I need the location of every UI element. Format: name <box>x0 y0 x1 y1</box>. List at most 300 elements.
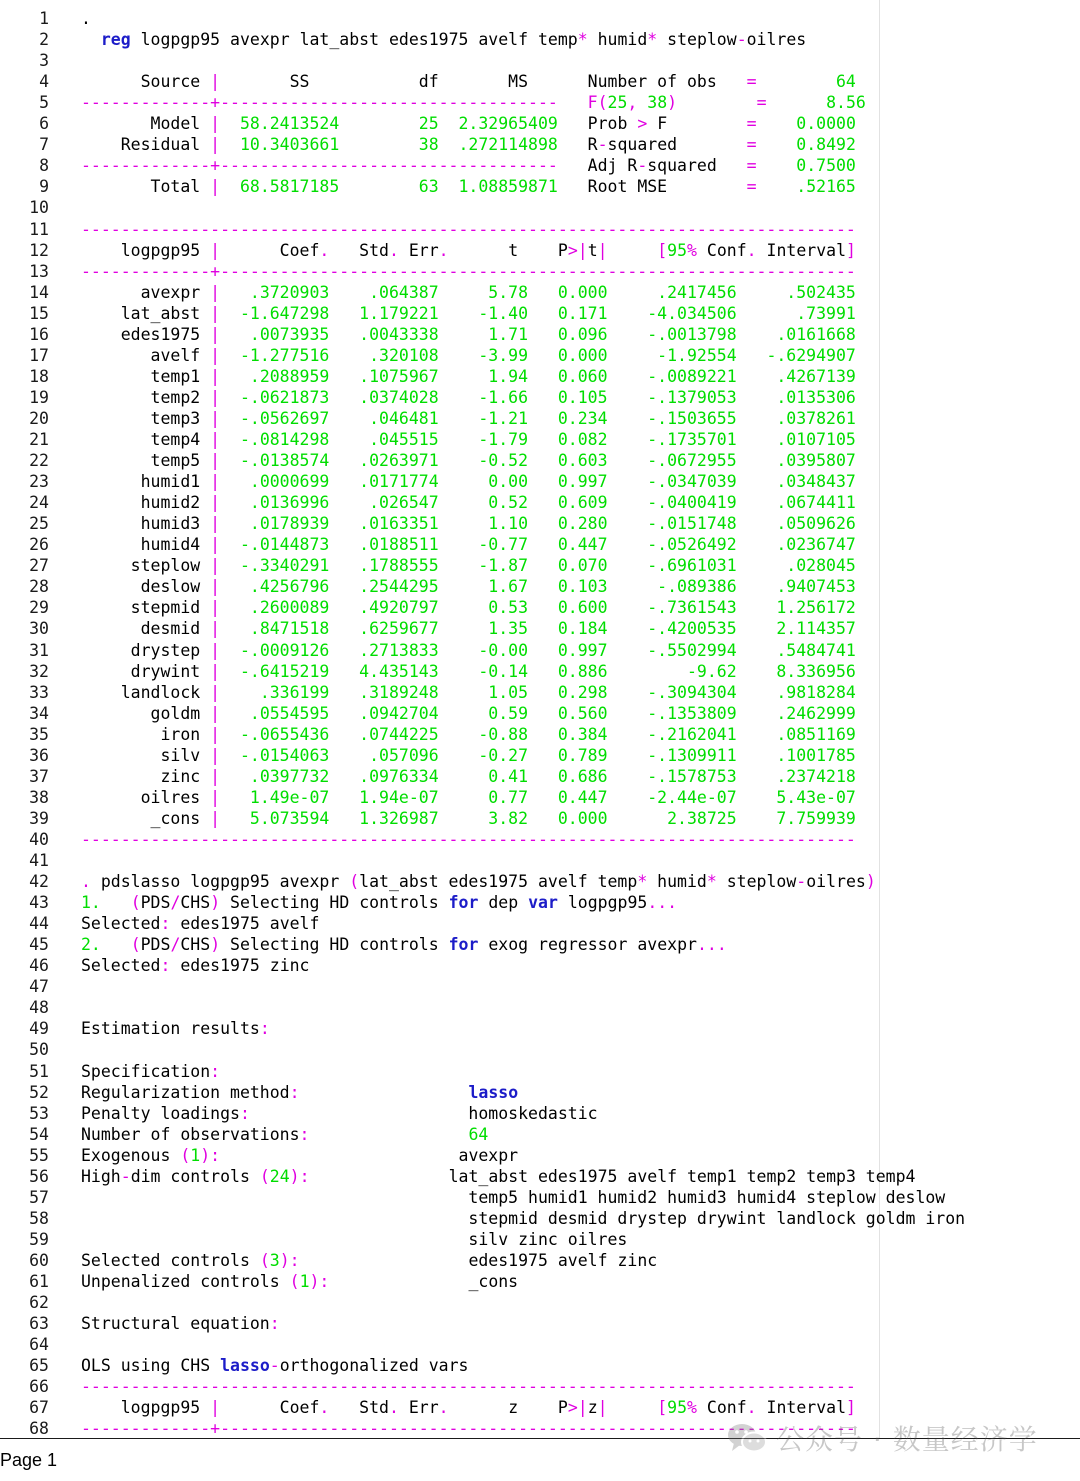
line-number: 4 <box>39 72 49 92</box>
code-token: Selected <box>81 914 161 934</box>
page-number-label: Page 1 <box>0 1450 58 1470</box>
code-token: = <box>746 177 757 197</box>
code-token: ( <box>130 935 141 955</box>
line-number: 49 <box>29 1019 49 1039</box>
code-token: | <box>210 619 221 639</box>
code-token: -.0009126 .2713833 -0.00 0.997 -.5502994 .5484741 <box>220 640 856 660</box>
line-number: 37 <box>29 766 49 786</box>
code-token: Interval <box>756 1398 846 1418</box>
code-token: | <box>597 1398 608 1418</box>
line-number: 26 <box>29 535 49 555</box>
code-token: : <box>289 1082 300 1102</box>
code-token: | <box>210 324 221 344</box>
code-token: temp3 <box>81 408 211 428</box>
code-token: Conf <box>696 1398 747 1418</box>
code-token: CHS <box>180 893 211 913</box>
code-token: ------------------------------------------------------------------------------ <box>81 829 856 849</box>
code-token <box>300 1083 469 1102</box>
code-token: humid <box>587 30 648 50</box>
code-token: -.3340291 .1788555 -1.87 0.070 -.6961031 .028045 <box>220 556 856 576</box>
code-token: PDS <box>140 935 171 955</box>
code-line <box>0 850 1080 871</box>
code-token: ) <box>210 935 221 955</box>
code-token: : <box>160 914 171 934</box>
code-token: .4256796 .2544295 1.67 0.103 -.089386 .9407453 <box>220 577 856 597</box>
code-token: 8.56 <box>766 93 866 113</box>
code-token: | <box>210 661 221 681</box>
code-line <box>0 618 1080 639</box>
code-text <box>81 324 856 345</box>
line-number: 8 <box>39 156 49 176</box>
code-token: lat_abst edes1975 avelf temp <box>359 872 638 892</box>
line-number: 66 <box>29 1377 49 1397</box>
code-text <box>81 1103 598 1124</box>
code-line <box>0 303 1080 324</box>
line-number: 36 <box>29 745 49 765</box>
code-token: . <box>438 240 449 260</box>
code-line <box>0 1082 1080 1103</box>
code-token: .2600089 .4920797 0.53 0.600 -.7361543 1.256172 <box>220 598 856 618</box>
line-number: 50 <box>29 1040 49 1060</box>
code-line <box>0 155 1080 176</box>
code-token: = <box>746 72 757 92</box>
line-number: 24 <box>29 493 49 513</box>
code-token: . <box>319 240 330 260</box>
code-text <box>81 787 856 808</box>
code-token: steplow <box>657 30 737 50</box>
code-token: -.0138574 .0263971 -0.52 0.603 -.0672955 .0395807 <box>220 451 856 471</box>
code-token: 1.49e-07 1.94e-07 0.77 0.447 -2.44e-07 5.43e-07 <box>220 787 856 807</box>
code-line <box>0 555 1080 576</box>
code-line <box>0 640 1080 661</box>
code-token: t <box>587 240 598 260</box>
code-token: = <box>746 135 757 155</box>
code-text <box>81 1313 280 1334</box>
code-text <box>81 1124 488 1145</box>
code-text <box>81 892 677 913</box>
line-number: 15 <box>29 303 49 323</box>
code-line <box>0 1229 1080 1250</box>
line-number: 43 <box>29 893 49 913</box>
code-token: logpgp95 <box>81 240 211 260</box>
code-line <box>0 724 1080 745</box>
code-token: .0073935 .0043338 1.71 0.096 -.0013798 .0161668 <box>220 324 856 344</box>
code-token: | <box>210 535 221 555</box>
code-line <box>0 913 1080 934</box>
code-token: Selected <box>81 956 161 976</box>
code-token: . <box>746 240 757 260</box>
code-token: | <box>210 240 221 260</box>
code-token: ( <box>289 1272 300 1291</box>
code-token: steplow <box>716 872 797 892</box>
code-token: | <box>210 514 221 534</box>
code-token: . <box>438 1398 449 1418</box>
code-text <box>81 1166 915 1187</box>
code-token: . <box>319 1398 330 1418</box>
code-token <box>81 30 101 49</box>
code-line <box>0 1271 1080 1292</box>
code-token: .2088959 .1075967 1.94 0.060 -.0089221 .4267139 <box>220 366 856 386</box>
code-line <box>0 387 1080 408</box>
code-token: | <box>210 493 221 513</box>
code-line <box>0 113 1080 134</box>
code-line <box>0 871 1080 892</box>
code-text <box>81 1145 518 1166</box>
code-line <box>0 1103 1080 1124</box>
code-token: | <box>210 787 221 807</box>
code-token: humid <box>647 872 707 892</box>
code-token: | <box>210 766 221 786</box>
line-number: 6 <box>39 114 49 134</box>
code-token: dep <box>478 893 529 913</box>
code-token: ( <box>180 1145 191 1165</box>
code-token: -------------+---------------------------------------------------------------- <box>81 1419 856 1439</box>
code-line <box>0 1018 1080 1039</box>
code-line <box>0 1355 1080 1376</box>
code-token: desmid <box>81 619 211 639</box>
code-token: humid3 <box>81 514 211 534</box>
code-line <box>0 450 1080 471</box>
code-token: temp2 <box>81 387 211 407</box>
code-token: oilres <box>81 787 211 807</box>
code-text <box>81 829 856 850</box>
code-token: Interval <box>756 240 846 260</box>
code-token: : <box>239 1103 250 1123</box>
code-token: lasso <box>220 1356 270 1376</box>
line-number: 10 <box>29 198 49 218</box>
code-token: ): <box>289 1166 310 1186</box>
line-number: 59 <box>29 1229 49 1249</box>
code-token: lasso <box>468 1082 519 1102</box>
code-token: Std <box>329 240 389 260</box>
code-token: | <box>210 556 221 576</box>
code-token: 95 <box>667 240 688 260</box>
code-token: | <box>210 387 221 407</box>
code-line <box>0 1397 1080 1418</box>
code-token: -------------+---------------------------------- <box>81 156 558 176</box>
code-token: stepmid <box>81 598 211 618</box>
code-text <box>81 618 856 639</box>
code-token: -.0655436 .0744225 -0.88 0.384 -.2162041 .0851169 <box>220 724 856 744</box>
code-token: exog regressor avexpr <box>478 935 697 955</box>
code-token: .0136996 .026547 0.52 0.609 -.0400419 .0674411 <box>220 493 856 513</box>
code-token: | <box>210 724 221 744</box>
code-token: Exogenous <box>81 1145 181 1165</box>
code-token: - <box>736 30 747 50</box>
line-number: 57 <box>29 1187 49 1207</box>
code-token: goldm <box>81 703 211 723</box>
line-number: 21 <box>29 430 49 449</box>
code-line <box>0 366 1080 387</box>
code-token <box>677 93 756 112</box>
code-token: 1 <box>299 1272 310 1291</box>
code-token <box>101 893 131 912</box>
code-token: 5.073594 1.326987 3.82 0.000 2.38725 7.759939 <box>220 808 856 828</box>
code-line <box>0 1313 1080 1334</box>
code-token: * <box>637 872 648 892</box>
code-text <box>81 366 856 387</box>
code-text <box>81 29 806 50</box>
code-token: Specification <box>81 1061 211 1081</box>
line-number: 53 <box>29 1103 49 1123</box>
code-text <box>81 450 856 471</box>
code-token: Selected controls <box>81 1250 260 1270</box>
code-token: : <box>210 1061 221 1081</box>
code-line <box>0 766 1080 787</box>
line-number: 9 <box>39 177 49 197</box>
code-text <box>81 1208 965 1229</box>
code-line <box>0 1039 1080 1060</box>
line-number: 30 <box>29 619 49 639</box>
line-number: 23 <box>29 472 49 492</box>
code-token: Selecting HD controls <box>220 935 449 955</box>
code-token: 24 <box>269 1166 290 1186</box>
code-token: Total <box>81 177 211 197</box>
code-token: | <box>210 282 221 302</box>
code-token: | <box>210 408 221 428</box>
code-token: 1. <box>81 893 101 913</box>
code-text <box>81 871 876 892</box>
code-token: Selecting HD controls <box>220 893 449 913</box>
line-number: 16 <box>29 324 49 344</box>
code-text <box>81 661 856 682</box>
code-token: ( <box>259 1166 270 1186</box>
line-number: 64 <box>29 1335 49 1355</box>
code-token: humid1 <box>81 472 211 492</box>
code-token: 3 <box>269 1250 280 1270</box>
code-text <box>81 1397 856 1418</box>
code-token: -1.277516 .320108 -3.99 0.000 -1.92554 -.6294907 <box>220 345 856 365</box>
code-token: * <box>647 30 658 50</box>
code-token: Number of observations <box>81 1124 300 1144</box>
code-line <box>0 534 1080 555</box>
code-token: zinc <box>81 766 211 786</box>
line-number: 12 <box>29 240 49 260</box>
code-text <box>81 745 856 766</box>
code-text <box>81 471 856 492</box>
code-token: F( <box>587 93 608 113</box>
code-token: . <box>388 240 399 260</box>
code-token: lat_abst edes1975 avelf temp1 temp2 temp3 temp4 <box>309 1166 916 1186</box>
code-token: - <box>637 156 648 176</box>
code-text <box>81 408 856 429</box>
line-number: 22 <box>29 451 49 471</box>
code-token: edes1975 avelf zinc <box>299 1250 658 1270</box>
code-token: . <box>81 9 91 28</box>
code-token: ... <box>647 893 678 913</box>
code-text <box>81 92 866 113</box>
code-token: | <box>210 1398 221 1418</box>
line-number: 44 <box>29 914 49 934</box>
code-text <box>81 808 856 829</box>
code-text <box>81 555 856 576</box>
code-line <box>0 955 1080 976</box>
code-line <box>0 934 1080 955</box>
code-token: ) <box>865 872 876 892</box>
code-token: ): <box>309 1272 330 1291</box>
code-token: dim controls <box>130 1166 260 1186</box>
code-line <box>0 1208 1080 1229</box>
code-token: SS df MS Number of obs <box>220 72 747 92</box>
code-token: 68.5817185 63 1.08859871 <box>220 177 558 197</box>
line-number: 52 <box>29 1082 49 1102</box>
code-line <box>0 261 1080 282</box>
code-token: | <box>210 745 221 765</box>
code-text <box>81 1187 945 1208</box>
code-line <box>0 1250 1080 1271</box>
code-token: [ <box>657 1398 668 1418</box>
code-token: | <box>210 177 221 197</box>
code-token: Err <box>398 1398 439 1418</box>
code-token: deslow <box>81 577 211 597</box>
code-token: ------------------------------------------------------------------------------ <box>81 219 856 239</box>
line-number: 63 <box>29 1314 49 1334</box>
code-token: Conf <box>696 240 747 260</box>
line-number: 31 <box>29 640 49 660</box>
line-number: 28 <box>29 577 49 597</box>
code-token: Adj R <box>557 156 638 176</box>
code-token <box>608 1398 658 1417</box>
code-token: OLS using CHS <box>81 1356 221 1376</box>
code-text <box>81 1018 270 1039</box>
code-token: silv <box>81 745 211 765</box>
code-token: | <box>210 682 221 702</box>
code-token: homoskedastic <box>249 1103 598 1123</box>
code-text <box>81 513 856 534</box>
code-token: -.6415219 4.435143 -0.14 0.886 -9.62 8.336956 <box>220 661 856 681</box>
code-token: avexpr <box>81 282 211 302</box>
code-token: = <box>746 114 757 134</box>
line-number: 3 <box>39 51 49 71</box>
code-line <box>0 597 1080 618</box>
code-text <box>81 1082 518 1103</box>
code-text <box>81 934 727 955</box>
code-token: 95 <box>667 1398 688 1418</box>
code-token: CHS <box>180 935 211 955</box>
line-number: 54 <box>29 1124 49 1144</box>
code-token: / <box>170 935 181 955</box>
code-token: | <box>597 240 608 260</box>
code-token: .0000699 .0171774 0.00 0.997 -.0347039 .0348437 <box>220 472 856 492</box>
code-line <box>0 240 1080 261</box>
code-text <box>81 1376 856 1397</box>
line-number: 42 <box>29 872 49 892</box>
code-token: -.0144873 .0188511 -0.77 0.447 -.0526492 .0236747 <box>220 535 856 555</box>
code-text <box>81 261 856 282</box>
code-token: . <box>388 1398 399 1418</box>
code-line <box>0 324 1080 345</box>
code-token: Estimation results <box>81 1019 260 1039</box>
code-line <box>0 787 1080 808</box>
code-token: ) <box>667 93 678 113</box>
code-token: | <box>210 472 221 492</box>
code-token: 1 <box>190 1145 201 1165</box>
code-line <box>0 429 1080 450</box>
code-token: ... <box>696 935 727 955</box>
line-number: 62 <box>29 1293 49 1313</box>
code-token: , <box>627 93 648 113</box>
code-token: for <box>448 893 479 913</box>
code-token: Prob <box>557 114 638 134</box>
code-token: humid2 <box>81 493 211 513</box>
code-line <box>0 471 1080 492</box>
code-text <box>81 8 91 29</box>
code-token: = <box>756 93 767 113</box>
code-token: .3720903 .064387 5.78 0.000 .2417456 .502435 <box>220 282 856 302</box>
code-token: | <box>210 598 221 618</box>
line-number: 17 <box>29 345 49 365</box>
line-number: 35 <box>29 724 49 744</box>
code-token: stepmid desmid drystep drywint landlock goldm iron <box>81 1208 966 1228</box>
code-line <box>0 808 1080 829</box>
code-token: | <box>210 430 221 449</box>
code-token: pdslasso logpgp95 avexpr <box>90 872 350 892</box>
code-token: var <box>528 893 558 913</box>
code-token: | <box>210 366 221 386</box>
line-number: 55 <box>29 1145 49 1165</box>
code-token: landlock <box>81 682 211 702</box>
code-token <box>101 935 131 954</box>
code-text <box>81 534 856 555</box>
code-token: >| <box>567 1398 588 1418</box>
code-token: : <box>160 956 171 976</box>
code-line <box>0 703 1080 724</box>
code-line <box>0 1376 1080 1397</box>
code-token: ] <box>846 1398 856 1418</box>
code-token: ------------------------------------------------------------------------------ <box>81 1377 856 1397</box>
code-token: edes1975 zinc <box>170 956 310 976</box>
line-number: 14 <box>29 282 49 302</box>
code-token: : <box>259 1019 270 1039</box>
code-line <box>0 976 1080 997</box>
code-line <box>0 92 1080 113</box>
code-token: Unpenalized controls <box>81 1272 290 1291</box>
code-token: 2. <box>81 935 101 955</box>
code-token: > <box>637 114 648 134</box>
code-token: .0554595 .0942704 0.59 0.560 -.1353809 .2462999 <box>220 703 856 723</box>
code-line <box>0 1334 1080 1355</box>
code-text <box>81 303 856 324</box>
code-text <box>81 345 856 366</box>
code-line <box>0 29 1080 50</box>
line-number: 51 <box>29 1061 49 1081</box>
line-number: 46 <box>29 956 49 976</box>
code-token: * <box>577 30 588 50</box>
line-number: 11 <box>29 219 49 239</box>
code-line <box>0 745 1080 766</box>
code-token: Err <box>398 240 439 260</box>
code-line <box>0 282 1080 303</box>
code-token: ] <box>846 240 856 260</box>
code-line <box>0 219 1080 240</box>
code-token: High <box>81 1166 121 1186</box>
code-text <box>81 682 856 703</box>
code-token: iron <box>81 724 211 744</box>
code-token: 0.7500 <box>756 156 856 176</box>
code-token: / <box>170 893 181 913</box>
code-token: | <box>210 135 221 155</box>
code-text <box>81 766 856 787</box>
line-number: 48 <box>29 998 49 1018</box>
line-number: 33 <box>29 682 49 702</box>
code-token: logpgp95 <box>557 893 648 913</box>
code-token: Coef <box>220 240 320 260</box>
code-token: orthogonalized vars <box>279 1356 469 1376</box>
code-token: | <box>210 703 221 723</box>
code-token: R <box>557 135 598 155</box>
code-text <box>81 597 856 618</box>
code-token: % <box>687 1398 697 1418</box>
